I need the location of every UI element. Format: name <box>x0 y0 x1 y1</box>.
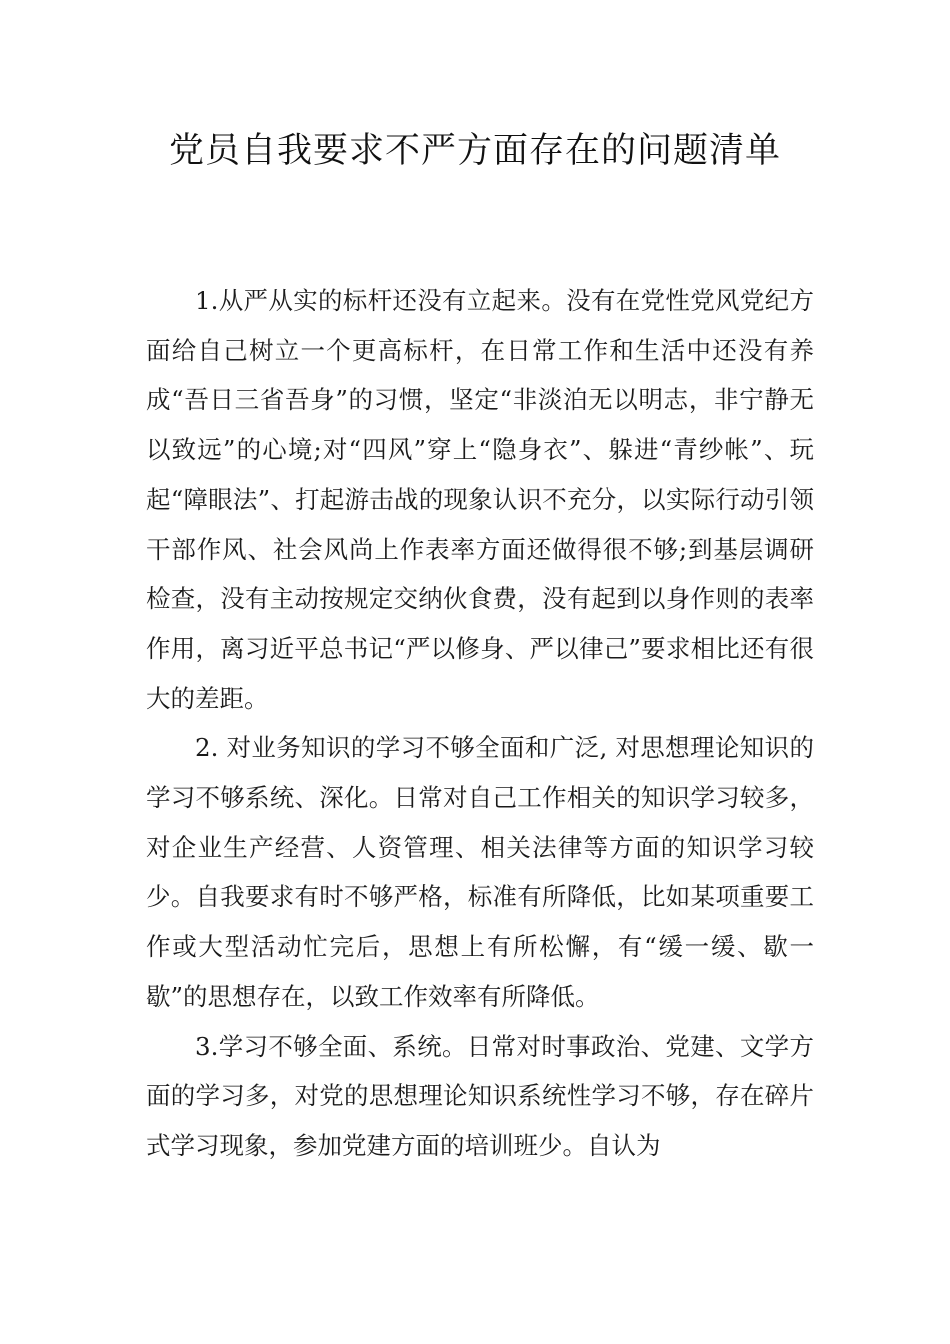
document-title: 党员自我要求不严方面存在的问题清单 <box>168 131 781 171</box>
document-body <box>146 276 814 1171</box>
paragraph-2: 2. 对业务知识的学习不够全面和广泛, 对思想理论知识的学习不够系统、深化。日常对自己工作相关的知识学习较多，对企业生产经营、人资管理、相关法律等方面的知识学习较少。自我要求有时不够严格，标准有所降低，比如某项重要工作或大型活动忙完后，思想上有所松懈，有“缓一缓、歇一歇”的思想存在，以致工作效率有所降低。 <box>146 733 814 1011</box>
paragraph-3: 3.学习不够全面、系统。日常对时事政治、党建、文学方面的学习多，对党的思想理论知识系统性学习不够，存在碎片式学习现象，参加党建方面的培训班少。自认为 <box>146 1031 814 1160</box>
paragraph-1: 1.从严从实的标杆还没有立起来。没有在党性党风党纪方面给自己树立一个更高标杆，在日常工作和生活中还没有养成“吾日三省吾身”的习惯，坚定“非淡泊无以明志，非宁静无以致远”的心境;对“四风”穿上“隐身衣”、躲进“青纱帐”、玩起“障眼法”、打起游击战的现象认识不充分，以实际行动引领干部作风、社会风尚上作表率方面还做得很不够;到基层调研检查，没有主动按规定交纳伙食费，没有起到以身作则的表率作用，离习近平总书记“严以修身、严以律己”要求相比还有很大的差距。 <box>146 286 814 713</box>
